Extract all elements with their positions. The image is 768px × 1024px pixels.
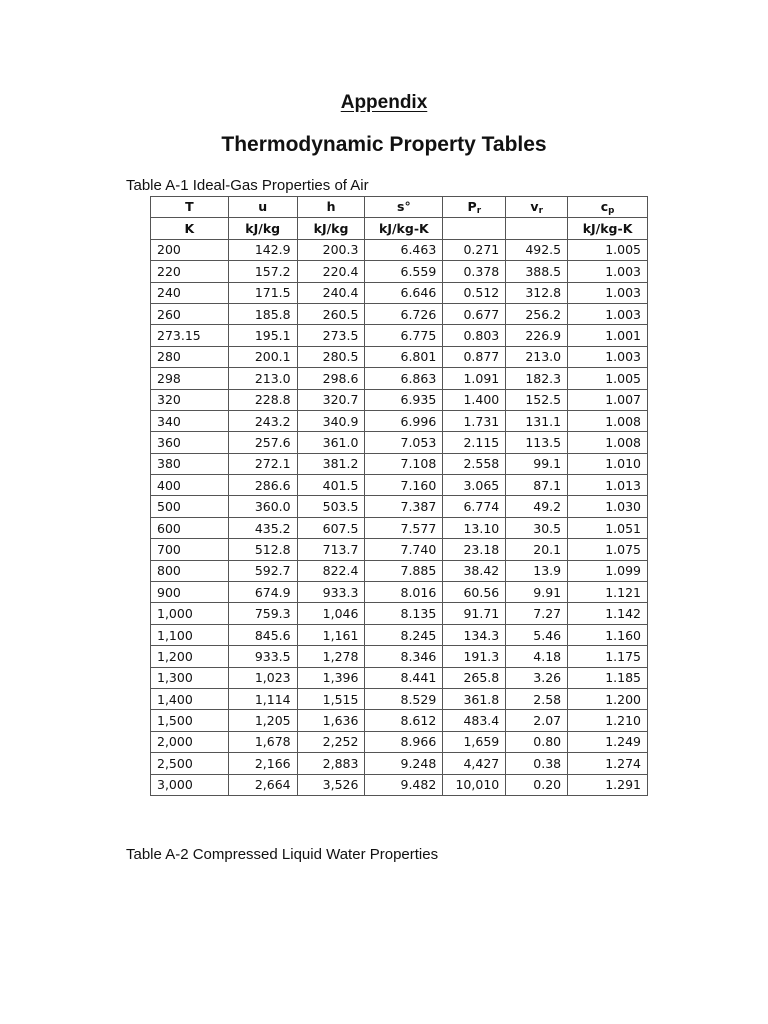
table-cell: 361.0 [297, 432, 365, 453]
table-cell: 7.108 [365, 453, 443, 474]
table-cell: 8.612 [365, 710, 443, 731]
table-cell: 2,500 [151, 753, 229, 774]
table-cell: 0.271 [443, 239, 506, 260]
header-cell: T [151, 197, 229, 218]
table-cell: 1.160 [568, 624, 648, 645]
table-cell: 7.160 [365, 475, 443, 496]
table-cell: 312.8 [506, 282, 568, 303]
table-row [151, 710, 648, 731]
table-cell: 8.966 [365, 731, 443, 752]
table-cell: 220 [151, 261, 229, 282]
table-cell: 6.996 [365, 410, 443, 431]
table-cell: 6.726 [365, 303, 443, 324]
table-cell: 3.26 [506, 667, 568, 688]
table-cell: 1,161 [297, 624, 365, 645]
table-cell: 1,000 [151, 603, 229, 624]
table-cell: 1.005 [568, 368, 648, 389]
table-cell: 340 [151, 410, 229, 431]
table-cell: 8.529 [365, 688, 443, 709]
table-cell: 0.38 [506, 753, 568, 774]
table-cell: 1.249 [568, 731, 648, 752]
table-cell: 30.5 [506, 517, 568, 538]
table-cell: 200.1 [228, 346, 297, 367]
table-cell: 7.27 [506, 603, 568, 624]
table-a2-caption: Table A-2 Compressed Liquid Water Properties [126, 846, 439, 863]
table-cell: 38.42 [443, 560, 506, 581]
table-cell: 759.3 [228, 603, 297, 624]
table-cell: 340.9 [297, 410, 365, 431]
table-a1-caption: Table A-1 Ideal-Gas Properties of Air [126, 177, 369, 194]
table-cell: 182.3 [506, 368, 568, 389]
table-cell: 1.010 [568, 453, 648, 474]
header-cell: u [228, 197, 297, 218]
table-cell: 1.001 [568, 325, 648, 346]
table-cell: 400 [151, 475, 229, 496]
table-cell: 1.003 [568, 261, 648, 282]
table-cell: 8.441 [365, 667, 443, 688]
table-cell: 142.9 [228, 239, 297, 260]
header-cell: $c_p$ [568, 197, 648, 218]
header-cell: s° [365, 197, 443, 218]
table-cell: 8.245 [365, 624, 443, 645]
table-cell: 0.80 [506, 731, 568, 752]
table-row [151, 731, 648, 752]
table-cell: 1.008 [568, 432, 648, 453]
table-cell: 200 [151, 239, 229, 260]
table-cell: 3,526 [297, 774, 365, 795]
table-cell: 1.008 [568, 410, 648, 431]
table-cell: 273.5 [297, 325, 365, 346]
table-cell: 2.07 [506, 710, 568, 731]
table-cell: 6.801 [365, 346, 443, 367]
table-row [151, 582, 648, 603]
table-row [151, 453, 648, 474]
table-cell: 9.248 [365, 753, 443, 774]
table-cell: 213.0 [506, 346, 568, 367]
table-cell: 1.291 [568, 774, 648, 795]
table-row [151, 410, 648, 431]
table-cell: 6.646 [365, 282, 443, 303]
table-cell: 134.3 [443, 624, 506, 645]
table-cell: 13.9 [506, 560, 568, 581]
table-cell: 1.003 [568, 282, 648, 303]
table-row [151, 261, 648, 282]
unit-cell: kJ/kg-K [365, 218, 443, 239]
table-cell: 2,883 [297, 753, 365, 774]
table-cell: 2.558 [443, 453, 506, 474]
table-cell: 157.2 [228, 261, 297, 282]
table-row [151, 560, 648, 581]
table-cell: 320.7 [297, 389, 365, 410]
table-cell: 298.6 [297, 368, 365, 389]
table-cell: 272.1 [228, 453, 297, 474]
table-cell: 131.1 [506, 410, 568, 431]
table-cell: 171.5 [228, 282, 297, 303]
header-cell: h [297, 197, 365, 218]
table-cell: 1.091 [443, 368, 506, 389]
table-cell: 1.007 [568, 389, 648, 410]
table-cell: 1,636 [297, 710, 365, 731]
table-row [151, 282, 648, 303]
table-cell: 6.559 [365, 261, 443, 282]
table-row [151, 389, 648, 410]
table-cell: 1,500 [151, 710, 229, 731]
table-cell: 492.5 [506, 239, 568, 260]
table-cell: 381.2 [297, 453, 365, 474]
table-cell: 91.71 [443, 603, 506, 624]
table-cell: 6.935 [365, 389, 443, 410]
table-cell: 1.003 [568, 346, 648, 367]
table-cell: 512.8 [228, 539, 297, 560]
unit-cell: K [151, 218, 229, 239]
table-cell: 152.5 [506, 389, 568, 410]
table-cell: 800 [151, 560, 229, 581]
table-cell: 4.18 [506, 646, 568, 667]
table-cell: 1.210 [568, 710, 648, 731]
table-cell: 2,000 [151, 731, 229, 752]
table-cell: 6.863 [365, 368, 443, 389]
table-cell: 8.016 [365, 582, 443, 603]
table-cell: 273.15 [151, 325, 229, 346]
table-cell: 1,200 [151, 646, 229, 667]
table-cell: 228.8 [228, 389, 297, 410]
table-cell: 7.885 [365, 560, 443, 581]
table-cell: 8.135 [365, 603, 443, 624]
table-cell: 213.0 [228, 368, 297, 389]
table-cell: 900 [151, 582, 229, 603]
table-cell: 7.387 [365, 496, 443, 517]
table-cell: 933.3 [297, 582, 365, 603]
table-row [151, 753, 648, 774]
table-cell: 240.4 [297, 282, 365, 303]
table-row [151, 517, 648, 538]
table-cell: 87.1 [506, 475, 568, 496]
table-cell: 600 [151, 517, 229, 538]
table-cell: 401.5 [297, 475, 365, 496]
table-cell: 503.5 [297, 496, 365, 517]
table-cell: 1,100 [151, 624, 229, 645]
table-cell: 6.774 [443, 496, 506, 517]
table-cell: 286.6 [228, 475, 297, 496]
table-cell: 0.677 [443, 303, 506, 324]
table-cell: 1.200 [568, 688, 648, 709]
table-cell: 6.775 [365, 325, 443, 346]
table-cell: 1,046 [297, 603, 365, 624]
table-cell: 0.803 [443, 325, 506, 346]
table-cell: 607.5 [297, 517, 365, 538]
table-cell: 1.185 [568, 667, 648, 688]
table-row [151, 688, 648, 709]
table-cell: 1,515 [297, 688, 365, 709]
table-cell: 1.274 [568, 753, 648, 774]
table-cell: 99.1 [506, 453, 568, 474]
table-row [151, 496, 648, 517]
table-cell: 23.18 [443, 539, 506, 560]
table-cell: 1,400 [151, 688, 229, 709]
table-row [151, 646, 648, 667]
table-cell: 3.065 [443, 475, 506, 496]
table-cell: 4,427 [443, 753, 506, 774]
table-row [151, 603, 648, 624]
header-row [151, 197, 648, 218]
table-cell: 260 [151, 303, 229, 324]
table-cell: 1.030 [568, 496, 648, 517]
table-cell: 700 [151, 539, 229, 560]
table-cell: 822.4 [297, 560, 365, 581]
table-cell: 195.1 [228, 325, 297, 346]
table-cell: 713.7 [297, 539, 365, 560]
table-cell: 0.512 [443, 282, 506, 303]
table-cell: 1,023 [228, 667, 297, 688]
table-cell: 0.877 [443, 346, 506, 367]
table-cell: 49.2 [506, 496, 568, 517]
table-cell: 60.56 [443, 582, 506, 603]
table-cell: 1,678 [228, 731, 297, 752]
table-cell: 5.46 [506, 624, 568, 645]
table-cell: 360 [151, 432, 229, 453]
table-cell: 674.9 [228, 582, 297, 603]
table-row [151, 303, 648, 324]
appendix-title: Appendix [340, 92, 428, 113]
table-row [151, 368, 648, 389]
table-cell: 10,010 [443, 774, 506, 795]
table-cell: 8.346 [365, 646, 443, 667]
table-cell: 298 [151, 368, 229, 389]
table-cell: 360.0 [228, 496, 297, 517]
table-cell: 20.1 [506, 539, 568, 560]
unit-cell: kJ/kg [297, 218, 365, 239]
table-cell: 191.3 [443, 646, 506, 667]
table-row [151, 667, 648, 688]
page-title: Thermodynamic Property Tables [221, 133, 547, 156]
table-cell: 260.5 [297, 303, 365, 324]
table-cell: 1,300 [151, 667, 229, 688]
table-cell: 380 [151, 453, 229, 474]
table-cell: 9.91 [506, 582, 568, 603]
table-cell: 1,205 [228, 710, 297, 731]
table-cell: 1,659 [443, 731, 506, 752]
header-cell: $P_r$ [443, 197, 506, 218]
table-cell: 933.5 [228, 646, 297, 667]
table-cell: 265.8 [443, 667, 506, 688]
table-cell: 1.121 [568, 582, 648, 603]
table-row [151, 325, 648, 346]
table-cell: 240 [151, 282, 229, 303]
table-row [151, 774, 648, 795]
table-cell: 7.053 [365, 432, 443, 453]
table-cell: 0.20 [506, 774, 568, 795]
table-cell: 256.2 [506, 303, 568, 324]
units-row [151, 218, 648, 239]
table-cell: 13.10 [443, 517, 506, 538]
table-cell: 592.7 [228, 560, 297, 581]
table-cell: 7.577 [365, 517, 443, 538]
table-row [151, 624, 648, 645]
table-cell: 220.4 [297, 261, 365, 282]
table-cell: 257.6 [228, 432, 297, 453]
table-cell: 1.175 [568, 646, 648, 667]
table-cell: 2.58 [506, 688, 568, 709]
table-cell: 6.463 [365, 239, 443, 260]
table-cell: 1,114 [228, 688, 297, 709]
table-cell: 1.142 [568, 603, 648, 624]
table-row [151, 432, 648, 453]
header-cell: $v_r$ [506, 197, 568, 218]
table-cell: 1,396 [297, 667, 365, 688]
table-cell: 388.5 [506, 261, 568, 282]
table-cell: 2.115 [443, 432, 506, 453]
table-cell: 435.2 [228, 517, 297, 538]
air-properties-table [150, 196, 648, 796]
table-cell: 243.2 [228, 410, 297, 431]
table-cell: 483.4 [443, 710, 506, 731]
table-cell: 361.8 [443, 688, 506, 709]
unit-cell [443, 218, 506, 239]
table-cell: 280.5 [297, 346, 365, 367]
table-row [151, 346, 648, 367]
table-cell: 2,664 [228, 774, 297, 795]
table-cell: 7.740 [365, 539, 443, 560]
table-cell: 1,278 [297, 646, 365, 667]
table-cell: 1.075 [568, 539, 648, 560]
unit-cell [506, 218, 568, 239]
table-row [151, 475, 648, 496]
table-cell: 2,166 [228, 753, 297, 774]
table-cell: 0.378 [443, 261, 506, 282]
table-cell: 1.099 [568, 560, 648, 581]
table-cell: 1.400 [443, 389, 506, 410]
table-cell: 1.051 [568, 517, 648, 538]
table-cell: 113.5 [506, 432, 568, 453]
table-row [151, 239, 648, 260]
table-cell: 1.731 [443, 410, 506, 431]
table-cell: 1.003 [568, 303, 648, 324]
table-cell: 1.013 [568, 475, 648, 496]
table-cell: 185.8 [228, 303, 297, 324]
table-cell: 1.005 [568, 239, 648, 260]
table-cell: 226.9 [506, 325, 568, 346]
table-cell: 3,000 [151, 774, 229, 795]
table-cell: 9.482 [365, 774, 443, 795]
table-cell: 280 [151, 346, 229, 367]
table-cell: 500 [151, 496, 229, 517]
table-row [151, 539, 648, 560]
unit-cell: kJ/kg-K [568, 218, 648, 239]
unit-cell: kJ/kg [228, 218, 297, 239]
table-cell: 200.3 [297, 239, 365, 260]
table-cell: 845.6 [228, 624, 297, 645]
table-cell: 2,252 [297, 731, 365, 752]
table-cell: 320 [151, 389, 229, 410]
